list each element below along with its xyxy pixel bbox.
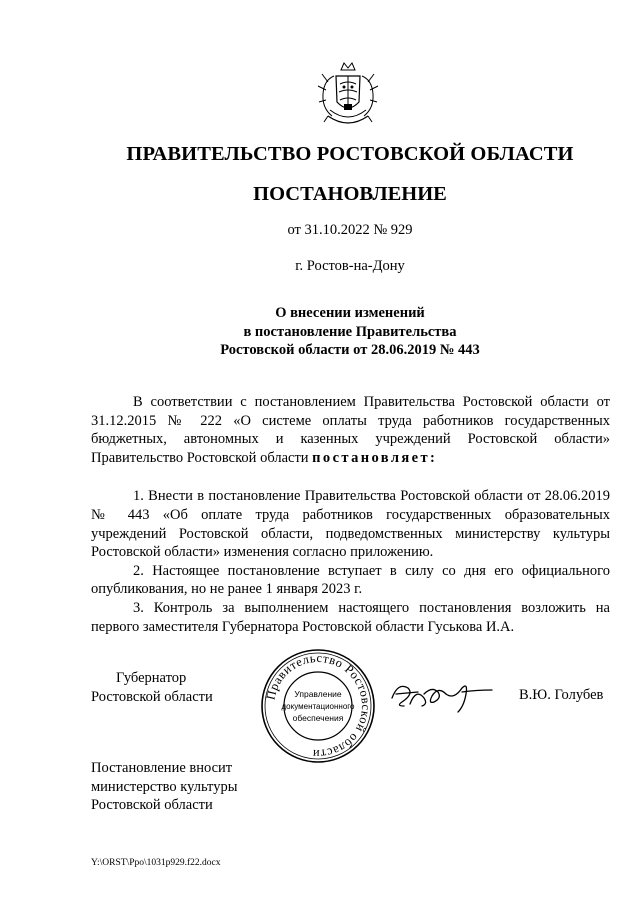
introduced-by-line: министерство культуры: [91, 778, 238, 795]
subject-line: О внесении изменений: [275, 305, 425, 321]
handwritten-signature: [388, 676, 498, 716]
decree-word: постановляет:: [312, 449, 438, 466]
stamp-inner-line: документационного: [281, 702, 355, 711]
decree-item: 2. Настоящее постановление вступает в силу со дня его официального опубликования, но не ранее 1 января 2023 г.: [91, 562, 610, 598]
preamble-text: В соответствии с постановлением Правительства Ростовской области от 31.12.2015 № 222 «О системе оплаты труда работников государственных бюджетных, автономных и казенных учреждений Ростовской области» Правительство Ростовской области: [91, 394, 610, 466]
subject-line: Ростовской области от 28.06.2019 № 443: [220, 342, 480, 358]
document-date-number: от 31.10.2022 № 929: [287, 222, 413, 238]
decree-item: 3. Контроль за выполнением настоящего постановления возложить на первого заместителя Губернатора Ростовской области Гуськова И.А.: [91, 599, 610, 635]
governor-title: [91, 669, 241, 706]
preamble-paragraph: [91, 393, 610, 467]
subject-line: в постановление Правительства: [243, 323, 457, 340]
decree-item: 1. Внести в постановление Правительства Ростовской области от 28.06.2019 № 443 «Об оплате труда работников государственных образовательных учреждений Ростовской области, подведомственных министерству культуры Ростовской области» изменения согласно приложению.: [91, 488, 610, 561]
stamp-inner-line: обеспечения: [292, 713, 344, 723]
footer-file-path: Y:\ORST\Ppo\1031p929.f22.docx: [91, 858, 221, 868]
official-stamp: [259, 647, 377, 765]
governor-title-line: Ростовской области: [91, 688, 213, 705]
stamp-inner-line: Управление: [294, 689, 342, 699]
governor-title-line: Губернатор: [116, 670, 187, 686]
government-title: ПРАВИТЕЛЬСТВО РОСТОВСКОЙ ОБЛАСТИ: [126, 143, 574, 165]
introduced-by-line: Ростовской области: [91, 797, 213, 814]
introduced-by: [91, 759, 311, 815]
governor-name: В.Ю. Голубев: [519, 687, 604, 703]
document-place: г. Ростов-на-Дону: [295, 258, 405, 274]
introduced-by-line: Постановление вносит: [91, 760, 233, 776]
document-type: ПОСТАНОВЛЕНИЕ: [253, 183, 447, 205]
document-body: [91, 393, 610, 636]
stamp-ring-text: Правительство Ростовской области: [263, 650, 374, 762]
document-subject: [0, 304, 640, 360]
coat-of-arms-icon: [314, 60, 382, 132]
